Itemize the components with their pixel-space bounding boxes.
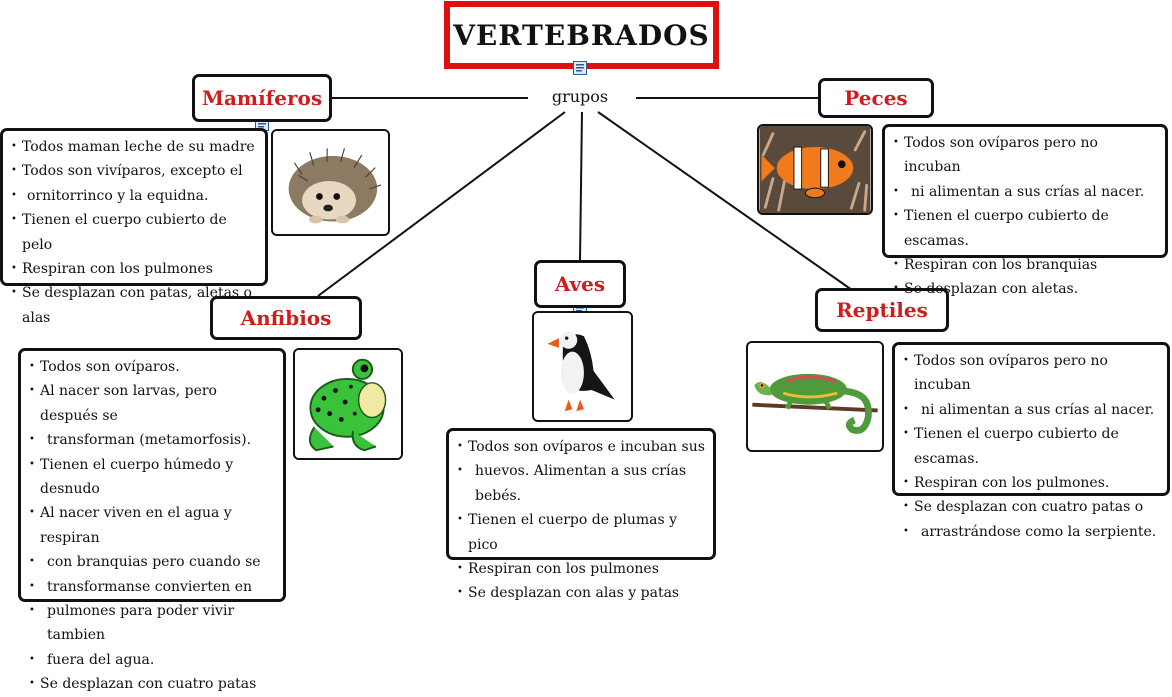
fact-item: • Se desplazan con patas, aletas o alas	[9, 281, 259, 330]
fact-item: • transformanse convierten en	[27, 575, 277, 599]
fact-item: • Tienen el cuerpo cubierto de escamas.	[891, 204, 1159, 253]
fact-item: • Tienen el cuerpo cubierto de pelo	[9, 208, 259, 257]
fact-item: • Se desplazan con cuatro patas o	[901, 495, 1161, 519]
info-anfibios	[18, 348, 286, 693]
node-mamiferos[interactable]: Mamíferos	[192, 74, 332, 122]
fact-item: • huevos. Alimentan a sus crías bebés.	[455, 459, 707, 508]
fact-item: • Al nacer viven en el agua y respiran	[27, 501, 277, 550]
hedgehog-image	[271, 129, 390, 236]
fact-item: • Respiran con los pulmones	[9, 257, 259, 281]
hub-label: grupos	[540, 84, 620, 108]
main-title: VERTEBRADOS	[444, 1, 719, 69]
fact-item: • Al nacer son larvas, pero después se	[27, 379, 277, 428]
fact-item: • fuera del agua.	[27, 648, 277, 672]
info-mamiferos	[0, 128, 268, 326]
node-anfibios[interactable]: Anfibios	[210, 296, 362, 340]
document-icon[interactable]	[573, 61, 587, 75]
node-aves[interactable]: Aves	[534, 260, 626, 308]
info-reptiles	[892, 342, 1170, 540]
fact-item: • Todos son ovíparos pero no incuban	[891, 131, 1159, 180]
fact-item: • Todos maman leche de su madre	[9, 135, 259, 159]
fact-item: • Se desplazan con aletas.	[891, 277, 1159, 301]
line-aves	[580, 112, 582, 260]
puffin-image	[532, 311, 633, 422]
fact-item: • Todos son ovíparos pero no incuban	[901, 349, 1161, 398]
fact-item: • ornitorrinco y la equidna.	[9, 184, 259, 208]
fact-item: • Respiran con los branquias	[891, 253, 1159, 277]
fact-item: • arrastrándose como la serpiente.	[901, 520, 1161, 544]
fact-item: • pulmones para poder vivir tambien	[27, 599, 277, 648]
node-peces[interactable]: Peces	[818, 78, 934, 118]
fact-item: • Todos son ovíparos e incuban sus	[455, 435, 707, 459]
fact-item: • Tienen el cuerpo cubierto de escamas.	[901, 422, 1161, 471]
fact-item: • Respiran con los pulmones	[455, 557, 707, 581]
fact-item: • Se desplazan con cuatro patas	[27, 672, 277, 696]
fact-item: • Tienen el cuerpo húmedo y desnudo	[27, 453, 277, 502]
fact-item: • Se desplazan con alas y patas	[455, 581, 707, 605]
fact-item: • ni alimentan a sus crías al nacer.	[901, 398, 1161, 422]
fact-item: • con branquias pero cuando se	[27, 550, 277, 574]
fact-item: • ni alimentan a sus crías al nacer.	[891, 180, 1159, 204]
fact-item: • Tienen el cuerpo de plumas y pico	[455, 508, 707, 557]
info-aves	[446, 428, 716, 602]
clownfish-image	[757, 124, 873, 215]
info-peces	[882, 124, 1168, 298]
fact-item: • Todos son vivíparos, excepto el	[9, 159, 259, 183]
chameleon-image	[746, 341, 884, 452]
node-reptiles[interactable]: Reptiles	[815, 288, 949, 332]
frog-image	[293, 348, 403, 460]
fact-item: • Respiran con los pulmones.	[901, 471, 1161, 495]
fact-item: • Todos son ovíparos.	[27, 355, 277, 379]
fact-item: • transforman (metamorfosis).	[27, 428, 277, 452]
